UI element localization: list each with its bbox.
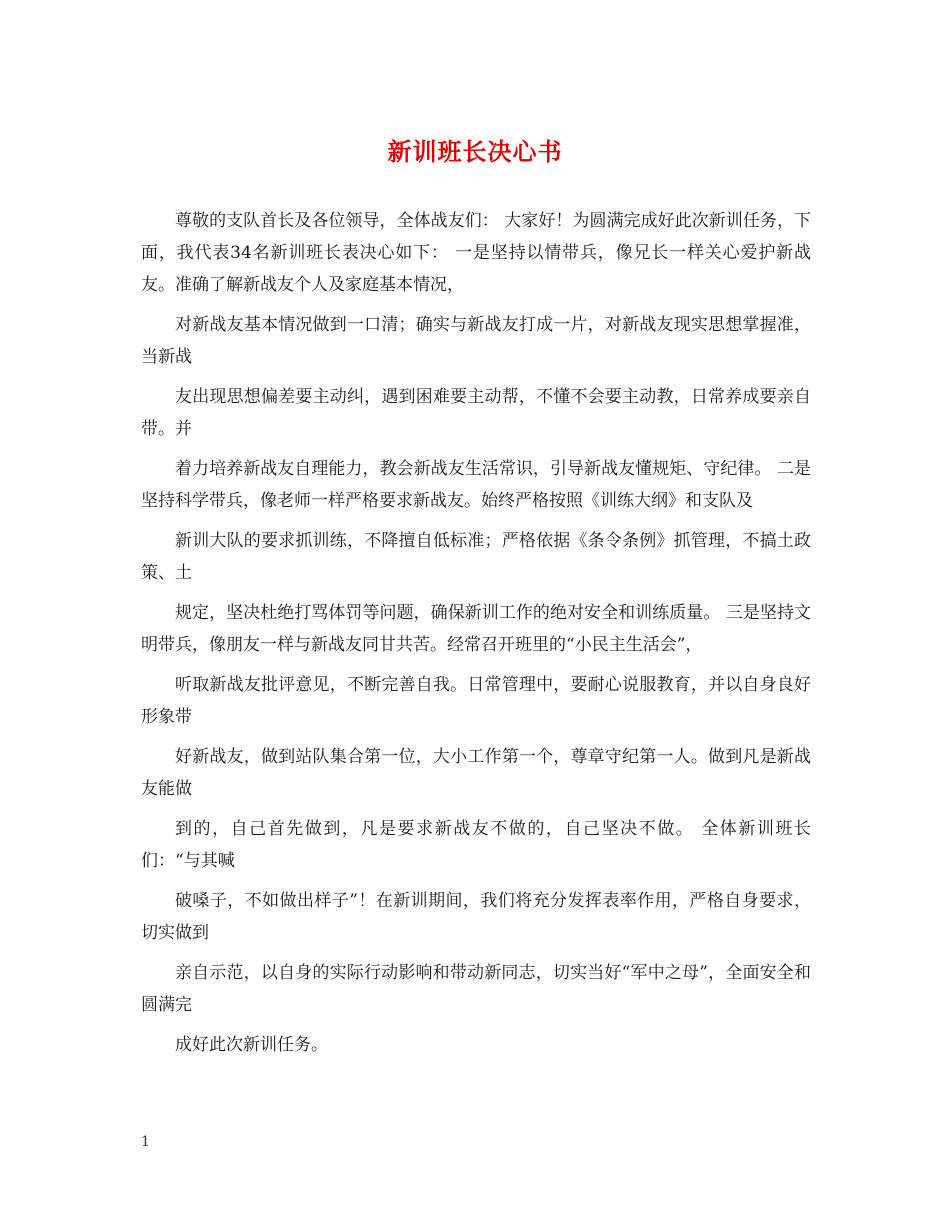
page-number: 1 bbox=[141, 1134, 150, 1150]
paragraph-4: 着力培养新战友自理能力，教会新战友生活常识，引导新战友懂规矩、守纪律。 二是坚持科学带兵，像老师一样严格要求新战友。始终严格按照《训练大纲》和支队及 bbox=[141, 459, 811, 511]
paragraph-1: 尊敬的支队首长及各位领导，全体战友们： 大家好！为圆满完成好此次新训任务，下面，我代表34名新训班长表决心如下： 一是坚持以情带兵，像兄长一样关心爱护新战友。准确了解新战友个人及家庭基本情况， bbox=[141, 211, 811, 295]
paragraph-11: 亲自示范，以自身的实际行动影响和带动新同志，切实当好“军中之母”，全面安全和圆满完 bbox=[141, 963, 811, 1015]
paragraph-6: 规定，坚决杜绝打骂体罚等问题，确保新训工作的绝对安全和训练质量。 三是坚持文明带兵，像朋友一样与新战友同甘共苦。经常召开班里的“小民主生活会”， bbox=[141, 603, 811, 655]
document-body bbox=[141, 205, 811, 1069]
document-title: 新训班长决心书 bbox=[387, 137, 563, 166]
paragraph-8: 好新战友，做到站队集合第一位，大小工作第一个，尊章守纪第一人。做到凡是新战友能做 bbox=[141, 747, 811, 799]
paragraph-2: 对新战友基本情况做到一口清；确实与新战友打成一片，对新战友现实思想掌握准，当新战 bbox=[141, 315, 811, 367]
paragraph-12: 成好此次新训任务。 bbox=[175, 1035, 328, 1055]
paragraph-7: 听取新战友批评意见，不断完善自我。日常管理中，要耐心说服教育，并以自身良好形象带 bbox=[141, 675, 811, 727]
paragraph-5: 新训大队的要求抓训练，不降擅自低标准；严格依据《条令条例》抓管理，不搞土政策、土 bbox=[141, 531, 811, 583]
paragraph-10: 破嗓子，不如做出样子”！在新训期间，我们将充分发挥表率作用，严格自身要求，切实做到 bbox=[141, 891, 811, 943]
paragraph-3: 友出现思想偏差要主动纠，遇到困难要主动帮，不懂不会要主动教，日常养成要亲自带。并 bbox=[141, 387, 811, 439]
paragraph-9: 到的，自己首先做到，凡是要求新战友不做的，自己坚决不做。 全体新训班长们：“与其喊 bbox=[141, 819, 811, 871]
